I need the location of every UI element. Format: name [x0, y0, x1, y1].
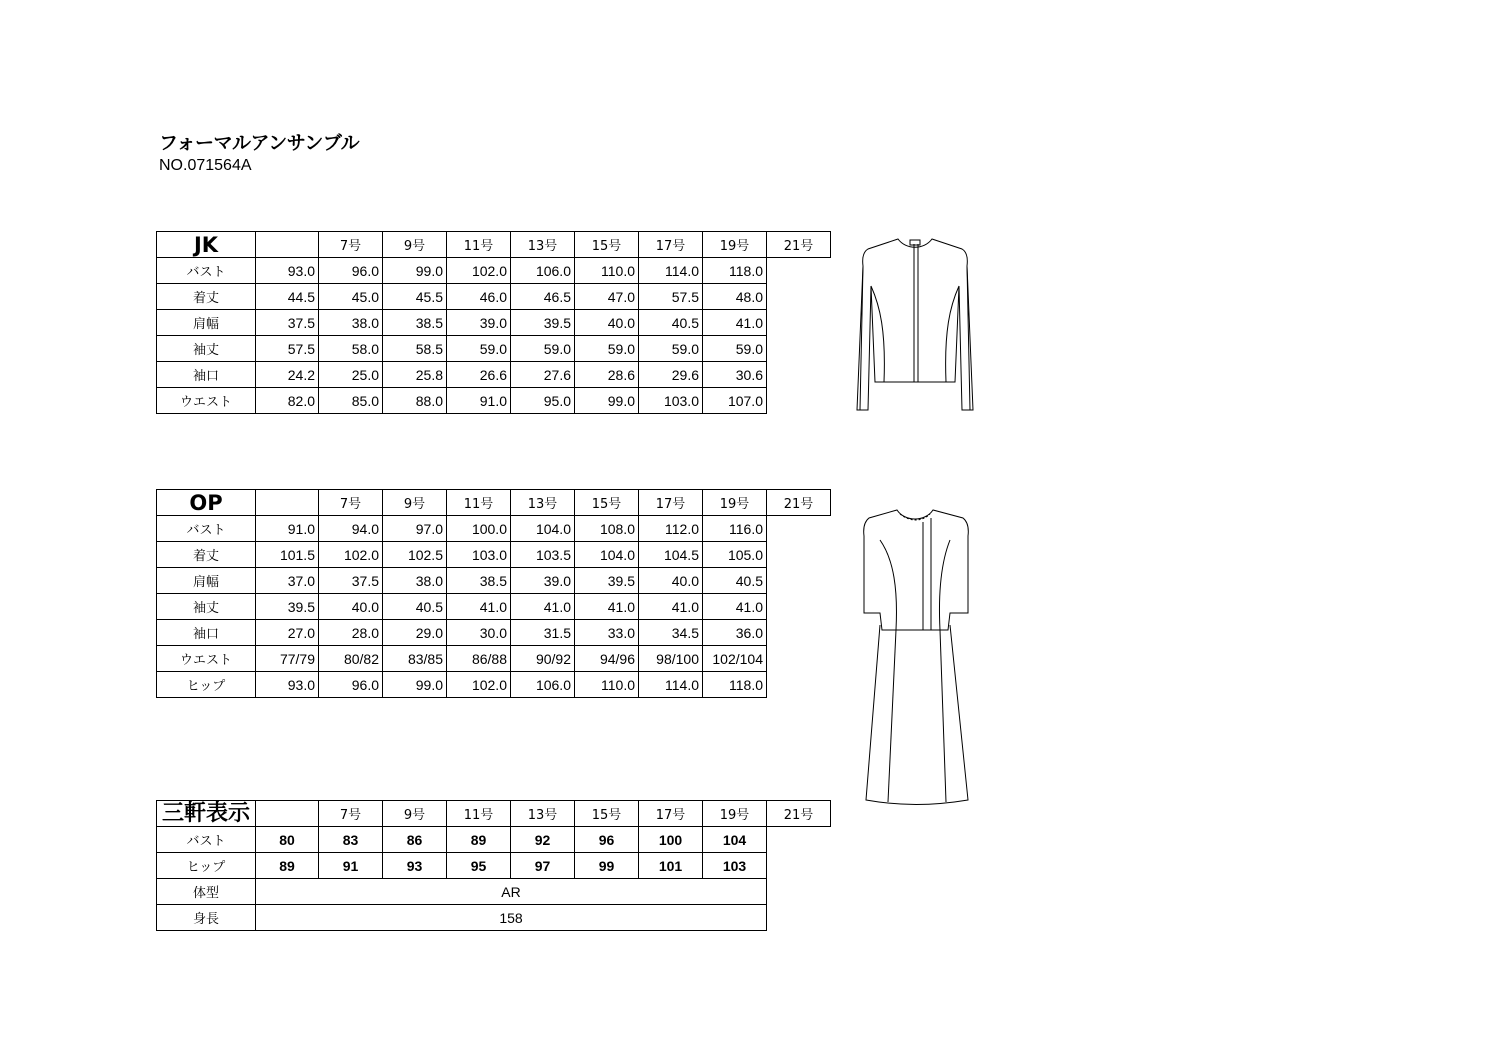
measurement-cell: 94/96: [575, 646, 639, 672]
measurement-cell: 102.5: [383, 542, 447, 568]
measurement-cell: 25.8: [383, 362, 447, 388]
measurement-cell: 114.0: [639, 672, 703, 698]
measurement-cell: 80/82: [319, 646, 383, 672]
size-header: 21号: [767, 232, 831, 258]
measurement-cell: 103: [703, 853, 767, 879]
measurement-cell: 98/100: [639, 646, 703, 672]
row-label: ヒップ: [157, 672, 256, 698]
measurement-cell: 82.0: [256, 388, 319, 414]
size-header: 9号: [383, 232, 447, 258]
row-label: ウエスト: [157, 646, 256, 672]
measurement-cell: 41.0: [639, 594, 703, 620]
measurement-cell: 46.0: [447, 284, 511, 310]
measurement-cell: 96.0: [319, 672, 383, 698]
corner-cell: [256, 801, 319, 827]
row-label: バスト: [157, 258, 256, 284]
measurement-cell: 80: [256, 827, 319, 853]
size-header: 19号: [703, 490, 767, 516]
dress-drawing: [850, 500, 980, 810]
measurement-cell: 95: [447, 853, 511, 879]
measurement-cell: 100.0: [447, 516, 511, 542]
size-header: 7号: [319, 232, 383, 258]
row-label: バスト: [157, 827, 256, 853]
measurement-cell: 40.5: [703, 568, 767, 594]
measurement-cell: 85.0: [319, 388, 383, 414]
measurement-cell: 59.0: [575, 336, 639, 362]
measurement-cell: 89: [447, 827, 511, 853]
size-header: 11号: [447, 232, 511, 258]
measurement-cell: 99.0: [383, 258, 447, 284]
measurement-cell: 88.0: [383, 388, 447, 414]
measurement-cell: 99.0: [575, 388, 639, 414]
page-title: フォーマルアンサンブル: [159, 132, 360, 154]
measurement-cell: 92: [511, 827, 575, 853]
jacket-drawing: [836, 236, 994, 416]
measurement-cell: 83/85: [383, 646, 447, 672]
measurement-cell: 89: [256, 853, 319, 879]
measurement-cell: 97: [511, 853, 575, 879]
measurement-cell: 57.5: [639, 284, 703, 310]
table-row: [157, 388, 831, 414]
table-row: [157, 362, 831, 388]
measurement-cell: 41.0: [703, 310, 767, 336]
size-header: 7号: [319, 490, 383, 516]
measurement-cell: 27.0: [256, 620, 319, 646]
row-label: 袖口: [157, 362, 256, 388]
sanken-label: 三軒表示: [157, 801, 256, 827]
jk-label: JK: [157, 232, 256, 258]
table-row: [157, 284, 831, 310]
height-value: 158: [256, 905, 767, 931]
measurement-cell: 108.0: [575, 516, 639, 542]
row-label: 肩幅: [157, 310, 256, 336]
measurement-cell: 28.6: [575, 362, 639, 388]
measurement-cell: 58.5: [383, 336, 447, 362]
measurement-cell: 91: [319, 853, 383, 879]
measurement-cell: 29.0: [383, 620, 447, 646]
measurement-cell: 31.5: [511, 620, 575, 646]
measurement-cell: 106.0: [511, 258, 575, 284]
table-row: [157, 568, 831, 594]
measurement-cell: 101.5: [256, 542, 319, 568]
measurement-cell: 40.5: [383, 594, 447, 620]
dress-skirt-outline: [866, 625, 968, 805]
size-header: 13号: [511, 490, 575, 516]
measurement-cell: 95.0: [511, 388, 575, 414]
table-row: [157, 258, 831, 284]
measurement-cell: 59.0: [511, 336, 575, 362]
corner-cell: [256, 232, 319, 258]
dress-skirt-panel-right: [940, 630, 946, 802]
measurement-cell: 41.0: [511, 594, 575, 620]
table-row: [157, 594, 831, 620]
measurement-cell: 41.0: [703, 594, 767, 620]
measurement-cell: 105.0: [703, 542, 767, 568]
measurement-cell: 47.0: [575, 284, 639, 310]
measurement-cell: 94.0: [319, 516, 383, 542]
measurement-cell: 103.0: [447, 542, 511, 568]
measurement-cell: 102.0: [319, 542, 383, 568]
measurement-cell: 104.0: [575, 542, 639, 568]
row-label: 袖丈: [157, 336, 256, 362]
row-label: バスト: [157, 516, 256, 542]
measurement-cell: 40.5: [639, 310, 703, 336]
measurement-cell: 34.5: [639, 620, 703, 646]
size-header: 21号: [767, 490, 831, 516]
measurement-cell: 44.5: [256, 284, 319, 310]
row-label-body-type: 体型: [157, 879, 256, 905]
measurement-cell: 104.5: [639, 542, 703, 568]
measurement-cell: 104: [703, 827, 767, 853]
measurement-cell: 40.0: [575, 310, 639, 336]
measurement-cell: 104.0: [511, 516, 575, 542]
measurement-cell: 118.0: [703, 258, 767, 284]
table-row: [157, 672, 831, 698]
measurement-cell: 46.5: [511, 284, 575, 310]
measurement-cell: 103.0: [639, 388, 703, 414]
dress-bodice-seam-right: [939, 540, 950, 630]
measurement-cell: 58.0: [319, 336, 383, 362]
measurement-cell: 110.0: [575, 258, 639, 284]
table-row: [157, 620, 831, 646]
measurement-cell: 114.0: [639, 258, 703, 284]
table-row: [157, 542, 831, 568]
measurement-cell: 83: [319, 827, 383, 853]
measurement-cell: 41.0: [447, 594, 511, 620]
measurement-cell: 38.5: [383, 310, 447, 336]
measurement-cell: 39.0: [511, 568, 575, 594]
measurement-cell: 86/88: [447, 646, 511, 672]
measurement-cell: 77/79: [256, 646, 319, 672]
measurement-cell: 24.2: [256, 362, 319, 388]
row-label: ウエスト: [157, 388, 256, 414]
measurement-cell: 28.0: [319, 620, 383, 646]
table-row: [157, 516, 831, 542]
measurement-cell: 38.0: [383, 568, 447, 594]
size-header: 17号: [639, 801, 703, 827]
measurement-cell: 116.0: [703, 516, 767, 542]
measurement-cell: 99: [575, 853, 639, 879]
dress-bodice-outline: [864, 510, 969, 630]
measurement-cell: 39.0: [447, 310, 511, 336]
measurement-cell: 39.5: [256, 594, 319, 620]
measurement-cell: 97.0: [383, 516, 447, 542]
dress-front-opening: [923, 518, 931, 630]
size-header: 11号: [447, 801, 511, 827]
measurement-cell: 38.5: [447, 568, 511, 594]
op-label: OP: [157, 490, 256, 516]
measurement-cell: 103.5: [511, 542, 575, 568]
row-label: 着丈: [157, 284, 256, 310]
size-header: 19号: [703, 801, 767, 827]
row-label: 着丈: [157, 542, 256, 568]
measurement-cell: 93.0: [256, 672, 319, 698]
product-number: NO.071564A: [159, 157, 252, 174]
measurement-cell: 33.0: [575, 620, 639, 646]
measurement-cell: 48.0: [703, 284, 767, 310]
row-label: 袖口: [157, 620, 256, 646]
measurement-cell: 91.0: [256, 516, 319, 542]
measurement-cell: 101: [639, 853, 703, 879]
row-label: 袖丈: [157, 594, 256, 620]
size-header: 7号: [319, 801, 383, 827]
measurement-cell: 41.0: [575, 594, 639, 620]
measurement-cell: 91.0: [447, 388, 511, 414]
row-label: 肩幅: [157, 568, 256, 594]
measurement-cell: 37.5: [319, 568, 383, 594]
size-header: 9号: [383, 490, 447, 516]
jk-size-table: [156, 231, 831, 414]
size-header: 17号: [639, 232, 703, 258]
measurement-cell: 102.0: [447, 258, 511, 284]
size-header: 13号: [511, 232, 575, 258]
measurement-cell: 27.6: [511, 362, 575, 388]
jacket-outline: [857, 239, 973, 410]
measurement-cell: 40.0: [319, 594, 383, 620]
sanken-size-table: [156, 800, 831, 931]
size-header: 15号: [575, 801, 639, 827]
size-header: 11号: [447, 490, 511, 516]
dress-bodice-seam-left: [880, 540, 896, 630]
size-header: 19号: [703, 232, 767, 258]
measurement-cell: 118.0: [703, 672, 767, 698]
measurement-cell: 106.0: [511, 672, 575, 698]
measurement-cell: 99.0: [383, 672, 447, 698]
jacket-sleeve-line: [860, 266, 970, 410]
measurement-cell: 29.6: [639, 362, 703, 388]
table-row: [157, 336, 831, 362]
measurement-cell: 107.0: [703, 388, 767, 414]
measurement-cell: 39.5: [575, 568, 639, 594]
measurement-cell: 37.0: [256, 568, 319, 594]
dress-skirt-panel-left: [888, 630, 896, 802]
size-header: 21号: [767, 801, 831, 827]
op-size-table: [156, 489, 831, 698]
size-header: 17号: [639, 490, 703, 516]
measurement-cell: 30.0: [447, 620, 511, 646]
measurement-cell: 45.0: [319, 284, 383, 310]
measurement-cell: 96: [575, 827, 639, 853]
size-header: 9号: [383, 801, 447, 827]
measurement-cell: 100: [639, 827, 703, 853]
measurement-cell: 26.6: [447, 362, 511, 388]
corner-cell: [256, 490, 319, 516]
measurement-cell: 59.0: [703, 336, 767, 362]
table-row: [157, 853, 831, 879]
body-type-value: AR: [256, 879, 767, 905]
table-row: [157, 827, 831, 853]
size-header: 15号: [575, 490, 639, 516]
row-label-height: 身長: [157, 905, 256, 931]
measurement-cell: 57.5: [256, 336, 319, 362]
measurement-cell: 102.0: [447, 672, 511, 698]
size-header: 15号: [575, 232, 639, 258]
measurement-cell: 39.5: [511, 310, 575, 336]
measurement-cell: 45.5: [383, 284, 447, 310]
measurement-cell: 93: [383, 853, 447, 879]
measurement-cell: 40.0: [639, 568, 703, 594]
measurement-cell: 86: [383, 827, 447, 853]
measurement-cell: 112.0: [639, 516, 703, 542]
measurement-cell: 25.0: [319, 362, 383, 388]
measurement-cell: 30.6: [703, 362, 767, 388]
measurement-cell: 37.5: [256, 310, 319, 336]
size-header: 13号: [511, 801, 575, 827]
table-row: [157, 646, 831, 672]
row-label: ヒップ: [157, 853, 256, 879]
measurement-cell: 110.0: [575, 672, 639, 698]
measurement-cell: 38.0: [319, 310, 383, 336]
measurement-cell: 93.0: [256, 258, 319, 284]
table-row: [157, 310, 831, 336]
measurement-cell: 36.0: [703, 620, 767, 646]
jacket-center-front: [914, 244, 918, 382]
measurement-cell: 90/92: [511, 646, 575, 672]
measurement-cell: 59.0: [447, 336, 511, 362]
measurement-cell: 59.0: [639, 336, 703, 362]
measurement-cell: 102/104: [703, 646, 767, 672]
measurement-cell: 96.0: [319, 258, 383, 284]
